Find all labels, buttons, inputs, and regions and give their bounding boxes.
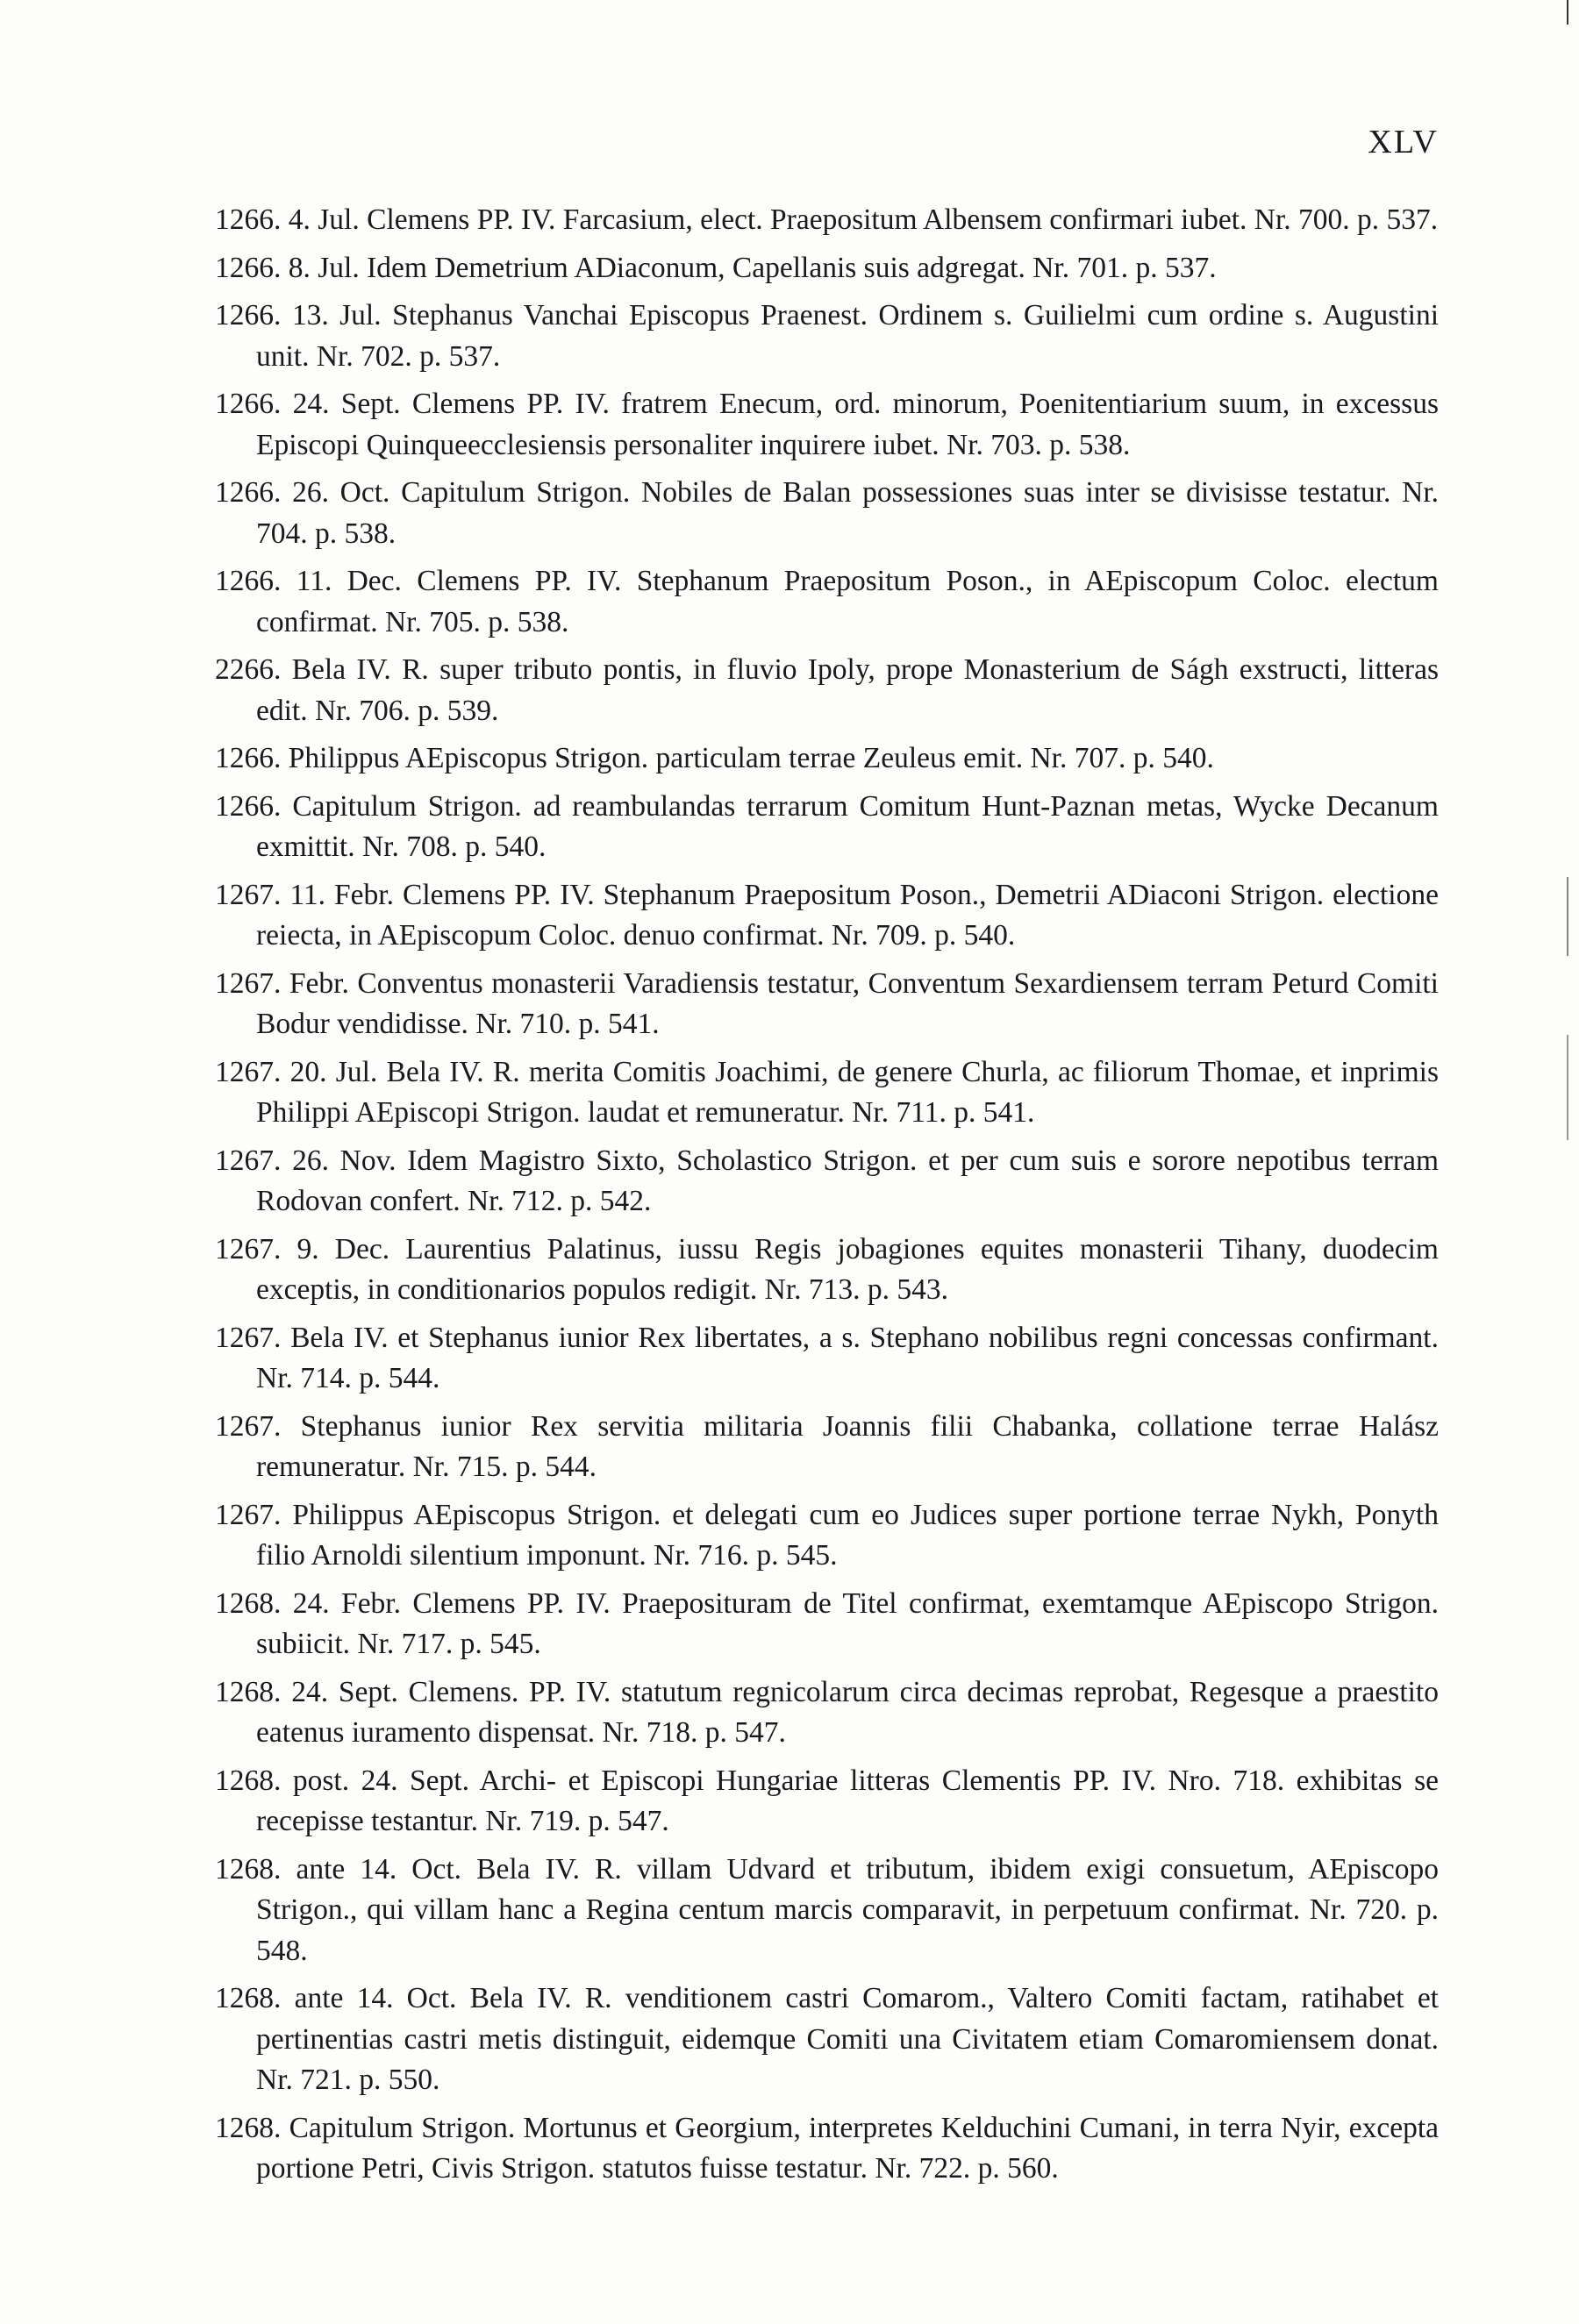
list-item: 1266. 11. Dec. Clemens PP. IV. Stephanum Praepositum Poson., in AEpiscopum Coloc. electum confirmat. Nr. 705. p. 538. xyxy=(215,565,1439,638)
scan-edge-mark xyxy=(1567,1035,1568,1140)
list-item: 1268. ante 14. Oct. Bela IV. R. venditionem castri Comarom., Valtero Comiti factam, ratihabet et pertinentias castri metis distinguit, eidemque Comiti una Civitatem etiam Comaromiensem donat. Nr. 721. p. 550. xyxy=(215,1982,1439,2096)
list-item: 1266. 8. Jul. Idem Demetrium ADiaconum, Capellanis suis adgregat. Nr. 701. p. 537. xyxy=(215,251,1217,284)
list-item: 1266. Philippus AEpiscopus Strigon. particulam terrae Zeuleus emit. Nr. 707. p. 540. xyxy=(215,742,1214,774)
list-item: 1266. 13. Jul. Stephanus Vanchai Episcopus Praenest. Ordinem s. Guilielmi cum ordine s. Augustini unit. Nr. 702. p. 537. xyxy=(215,299,1439,373)
list-item: 1266. 26. Oct. Capitulum Strigon. Nobiles de Balan possessiones suas inter se divisisse testatur. Nr. 704. p. 538. xyxy=(215,476,1439,550)
list-item: 1268. Capitulum Strigon. Mortunus et Georgium, interpretes Kelduchini Cumani, in terra Nyir, excepta portione Petri, Civis Strigon. statutos fuisse testatur. Nr. 722. p. 560. xyxy=(215,2111,1439,2185)
list-item: 1267. 11. Febr. Clemens PP. IV. Stephanum Praepositum Poson., Demetrii ADiaconi Strigon. electione reiecta, in AEpiscopum Coloc. denuo confirmat. Nr. 709. p. 540. xyxy=(215,878,1439,952)
list-item: 1267. Stephanus iunior Rex servitia militaria Joannis filii Chabanka, collatione terrae Halász remuneratur. Nr. 715. p. 544. xyxy=(215,1409,1439,1483)
page-number: XLV xyxy=(1368,124,1439,160)
list-item: 1267. 26. Nov. Idem Magistro Sixto, Scholastico Strigon. et per cum suis e sorore nepotibus terram Rodovan confert. Nr. 712. p. 542. xyxy=(215,1144,1439,1217)
list-item: 1266. 4. Jul. Clemens PP. IV. Farcasium, elect. Praepositum Albensem confirmari iubet. Nr. 700. p. 537. xyxy=(215,203,1439,236)
list-item: 1268. ante 14. Oct. Bela IV. R. villam Udvard et tributum, ibidem exigi consuetum, AEpiscopo Strigon., qui villam hanc a Regina centum marcis comparavit, in perpetuum confirmat. Nr. 720. p. 548. xyxy=(215,1852,1439,1967)
list-item: 1268. post. 24. Sept. Archi- et Episcopi Hungariae litteras Clementis PP. IV. Nro. 718. exhibitas se recepisse testantur. Nr. 719. p. 547. xyxy=(215,1764,1439,1837)
scan-edge-mark xyxy=(1567,0,1568,25)
list-item: 1267. 20. Jul. Bela IV. R. merita Comitis Joachimi, de genere Churla, ac filiorum Thomae, et inprimis Philippi AEpiscopi Strigon. laudat et remuneratur. Nr. 711. p. 541. xyxy=(215,1055,1439,1129)
list-item: 1267. Febr. Conventus monasterii Varadiensis testatur, Conventum Sexardiensem terram Peturd Comiti Bodur vendidisse. Nr. 710. p. 541. xyxy=(215,966,1439,1040)
list-item: 1266. 24. Sept. Clemens PP. IV. fratrem Enecum, ord. minorum, Poenitentiarium suum, in excessus Episcopi Quinqueecclesiensis personaliter inquirere iubet. Nr. 703. p. 538. xyxy=(215,388,1439,461)
list-item: 2266. Bela IV. R. super tributo pontis, in fluvio Ipoly, prope Monasterium de Ságh exstructi, litteras edit. Nr. 706. p. 539. xyxy=(215,653,1439,727)
list-item: 1267. 9. Dec. Laurentius Palatinus, iussu Regis jobagiones equites monasterii Tihany, duodecim exceptis, in conditionarios populos redigit. Nr. 713. p. 543. xyxy=(215,1232,1439,1306)
list-item: 1267. Bela IV. et Stephanus iunior Rex libertates, a s. Stephano nobilibus regni concessas confirmant. Nr. 714. p. 544. xyxy=(215,1321,1439,1394)
list-item: 1268. 24. Sept. Clemens. PP. IV. statutum regnicolarum circa decimas reprobat, Regesque a praestito eatenus iuramento dispensat. Nr. 718. p. 547. xyxy=(215,1675,1439,1749)
list-item: 1268. 24. Febr. Clemens PP. IV. Praeposituram de Titel confirmat, exemtamque AEpiscopo Strigon. subiicit. Nr. 717. p. 545. xyxy=(215,1586,1439,1660)
list-item: 1266. Capitulum Strigon. ad reambulandas terrarum Comitum Hunt-Paznan metas, Wycke Decanum exmittit. Nr. 708. p. 540. xyxy=(215,789,1439,863)
scan-edge-mark xyxy=(1567,877,1568,956)
list-item: 1267. Philippus AEpiscopus Strigon. et delegati cum eo Judices super portione terrae Nykh, Ponyth filio Arnoldi silentium imponunt. Nr. 716. p. 545. xyxy=(215,1498,1439,1572)
entry-list xyxy=(215,200,1439,2197)
